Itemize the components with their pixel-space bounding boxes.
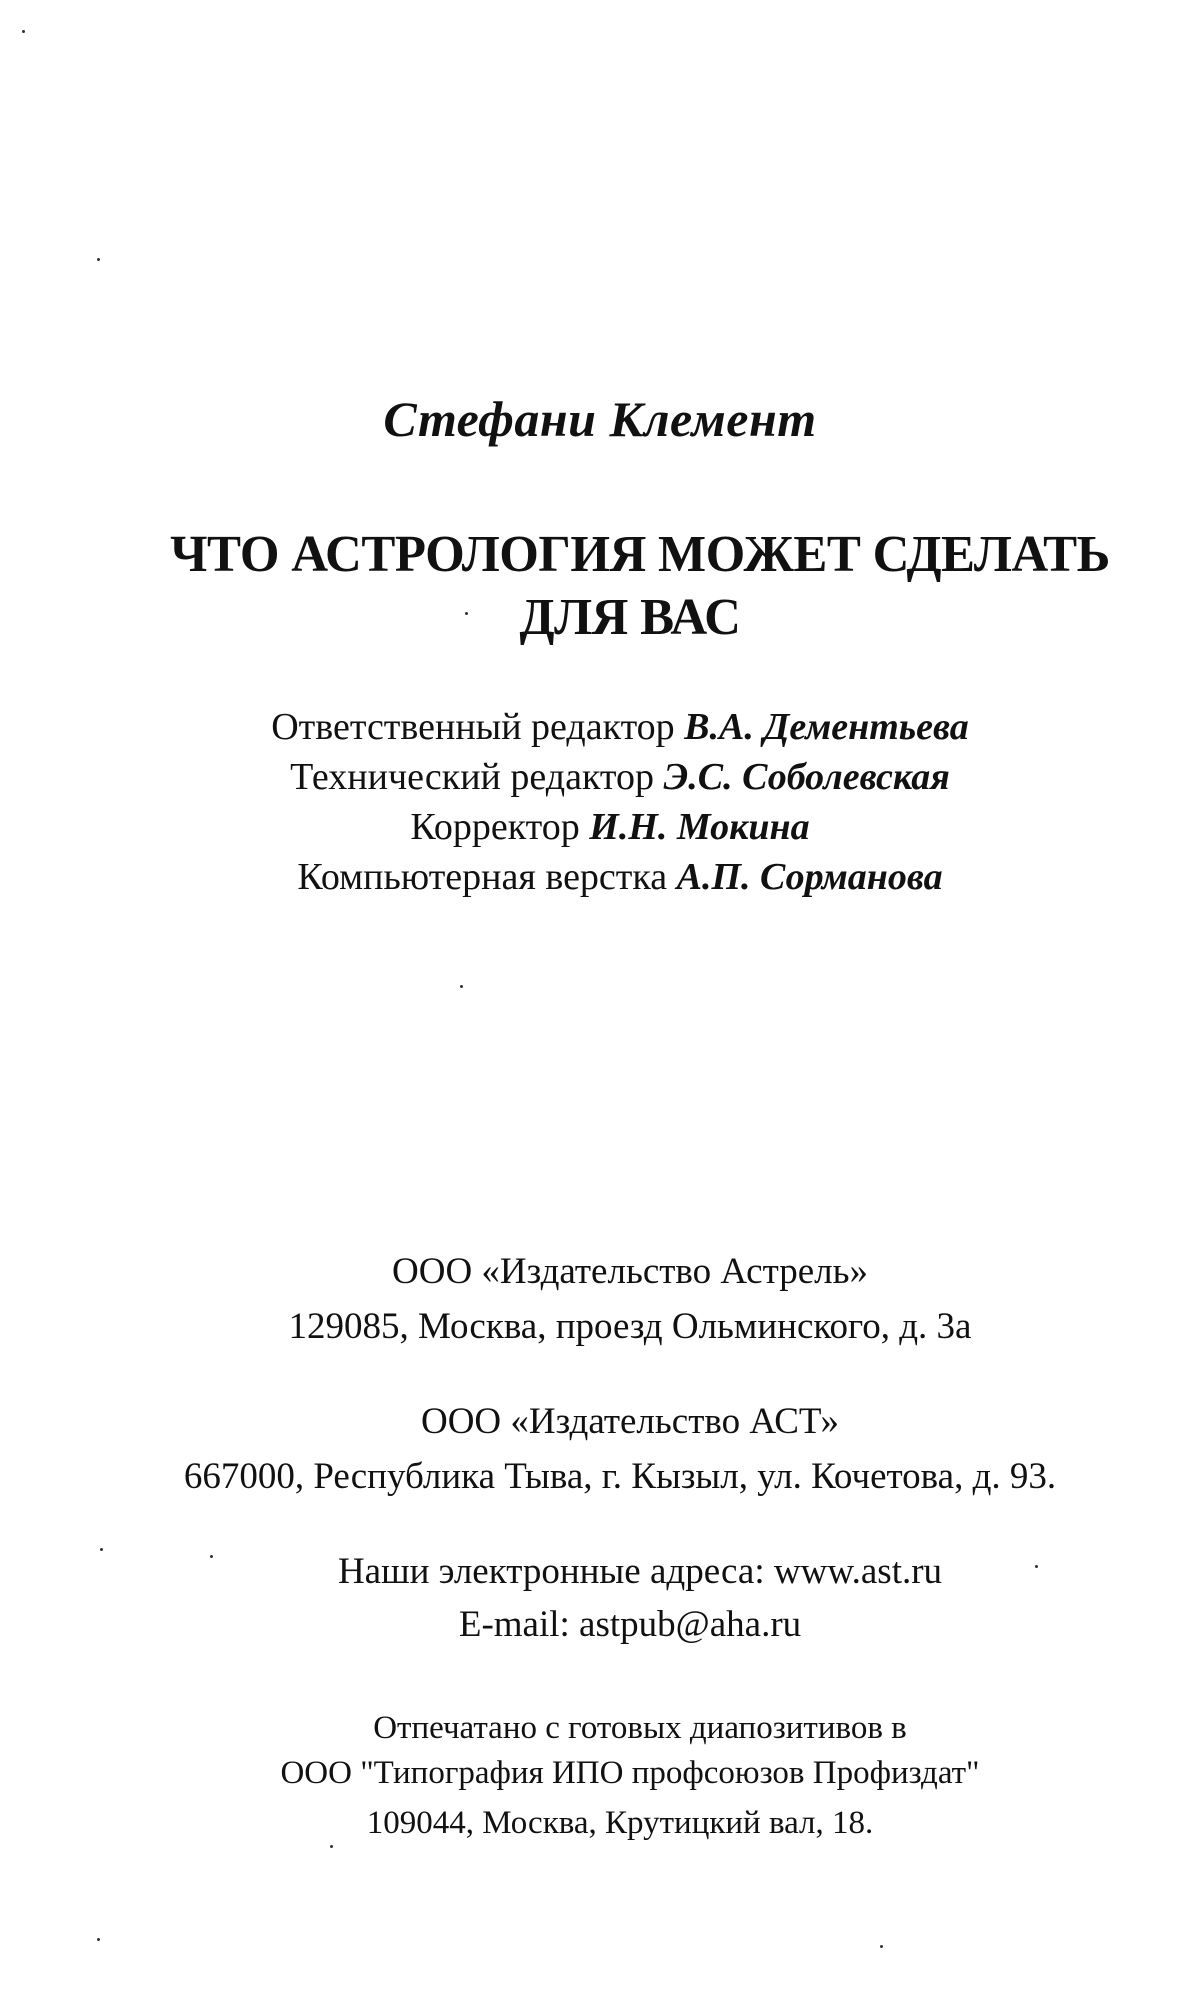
credit-technical-editor xyxy=(20,755,1200,799)
publisher-ast-name: ООО «Издательство АСТ» xyxy=(420,1401,840,1442)
credit-role: Корректор xyxy=(410,806,580,848)
printing-note-line-3: 109044, Москва, Крутицкий вал, 18. xyxy=(366,1805,874,1841)
book-title-line-1: ЧТО АСТРОЛОГИЯ МОЖЕТ СДЕЛАТЬ xyxy=(170,526,1110,583)
credit-role: Технический редактор xyxy=(290,756,655,798)
publisher-astrel-name: ООО «Издательство Астрель» xyxy=(392,1251,868,1292)
scan-speck xyxy=(210,1555,213,1558)
scan-speck xyxy=(22,30,25,33)
publisher-email: E-mail: astpub@aha.ru xyxy=(458,1604,802,1645)
credit-responsible-editor xyxy=(20,705,1200,749)
publisher-ast-address: 667000, Республика Тыва, г. Кызыл, ул. Кочетова, д. 93. xyxy=(183,1456,1057,1497)
credit-person: Э.С. Соболевская xyxy=(663,756,950,798)
publisher-web-address: Наши электронные адреса: www.ast.ru xyxy=(337,1551,943,1592)
credit-role: Ответственный редактор xyxy=(271,706,675,748)
scan-speck xyxy=(100,1548,103,1551)
printing-note-line-2: ООО "Типография ИПО профсоюзов Профиздат" xyxy=(280,1755,980,1791)
scan-speck xyxy=(1035,1565,1038,1568)
scan-speck xyxy=(97,1938,100,1941)
credit-role: Компьютерная верстка xyxy=(297,856,668,898)
scan-speck xyxy=(880,1945,883,1948)
printing-note-line-1: Отпечатано с готовых диапозитивов в xyxy=(373,1710,907,1746)
scan-speck xyxy=(465,612,468,615)
publisher-astrel-address: 129085, Москва, проезд Ольминского, д. 3а xyxy=(288,1306,972,1347)
credit-proofreader xyxy=(10,805,1200,849)
scan-speck xyxy=(330,1845,333,1848)
credit-person: В.А. Дементьева xyxy=(684,706,969,748)
credit-person: А.П. Сорманова xyxy=(676,856,943,898)
scan-speck xyxy=(460,985,463,988)
scan-speck xyxy=(97,258,100,261)
author-name: Стефани Клемент xyxy=(383,391,817,447)
credit-layout xyxy=(20,855,1200,899)
book-title-line-2: ДЛЯ ВАС xyxy=(519,589,741,646)
credit-person: И.Н. Мокина xyxy=(589,806,810,848)
